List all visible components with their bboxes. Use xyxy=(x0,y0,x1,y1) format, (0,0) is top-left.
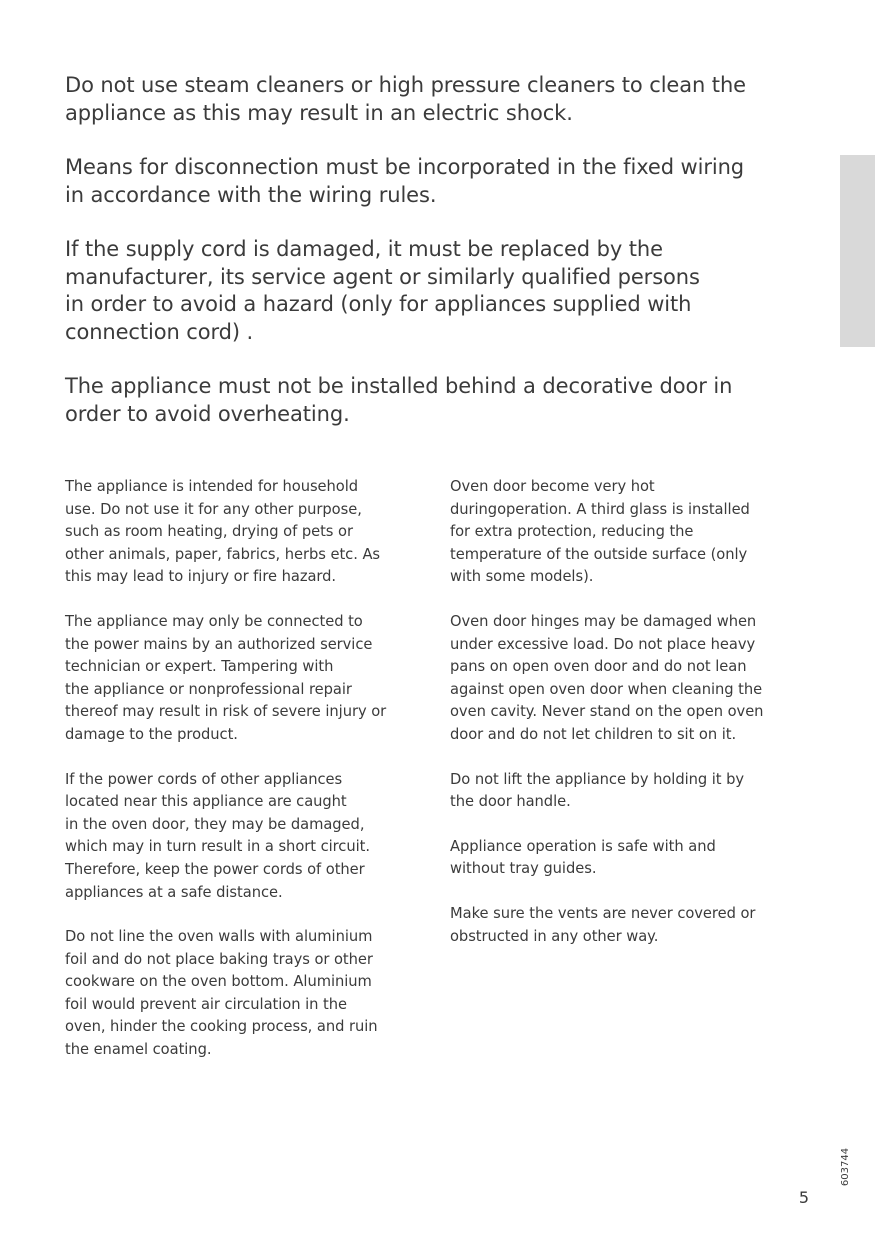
lead-paragraph: If the supply cord is damaged, it must be replaced by the manufacturer, its service agent or similarly qualified persons in order to avoid a hazard (only for appliances supplied with connection cord) . xyxy=(65,237,700,344)
lead-paragraph: The appliance must not be installed behind a decorative door in order to avoid overheating. xyxy=(65,374,733,426)
body-paragraph: Oven door become very hot duringoperation. A third glass is installed for extra protection, reducing the temperature of the outside surface (only with some models). xyxy=(450,478,750,586)
document-code: 603744 xyxy=(840,1147,851,1187)
lead-paragraph: Means for disconnection must be incorporated in the fixed wiring in accordance with the wiring rules. xyxy=(65,155,745,207)
body-paragraph: Do not line the oven walls with aluminium foil and do not place baking trays or other cookware on the oven bottom. Aluminium foil would prevent air circulation in the oven, hinder the cooking process, and ruin the enamel coating. xyxy=(65,928,378,1059)
body-paragraph: Oven door hinges may be damaged when under excessive load. Do not place heavy pans on open oven door and do not lean against open oven door when cleaning the oven cavity. Never stand on the open oven door and do not let children to sit on it. xyxy=(450,612,764,743)
body-paragraph: Appliance operation is safe with and without tray guides. xyxy=(450,837,716,878)
body-paragraph: Make sure the vents are never covered or obstructed in any other way. xyxy=(450,904,756,945)
body-paragraph: The appliance is intended for household use. Do not use it for any other purpose, such as room heating, drying of pets or other animals, paper, fabrics, herbs etc. As this may lead to injury or fire hazard. xyxy=(65,478,381,586)
section-tab xyxy=(840,155,875,347)
lead-warnings xyxy=(65,72,825,455)
body-paragraph: If the power cords of other appliances located near this appliance are caught in the oven door, they may be damaged, which may in turn result in a short circuit. Therefore, keep the power cords of other appliances at a safe distance. xyxy=(65,770,370,901)
right-column xyxy=(450,476,820,970)
lead-paragraph: Do not use steam cleaners or high pressure cleaners to clean the appliance as this may result in an electric shock. xyxy=(65,73,746,125)
left-column xyxy=(65,476,445,1084)
body-paragraph: Do not lift the appliance by holding it by the door handle. xyxy=(450,770,745,811)
page-number: 5 xyxy=(798,1188,810,1207)
body-paragraph: The appliance may only be connected to the power mains by an authorized service technician or expert. Tampering with the appliance or nonprofessional repair thereof may result in risk of severe injury or damage to the product. xyxy=(65,612,387,743)
